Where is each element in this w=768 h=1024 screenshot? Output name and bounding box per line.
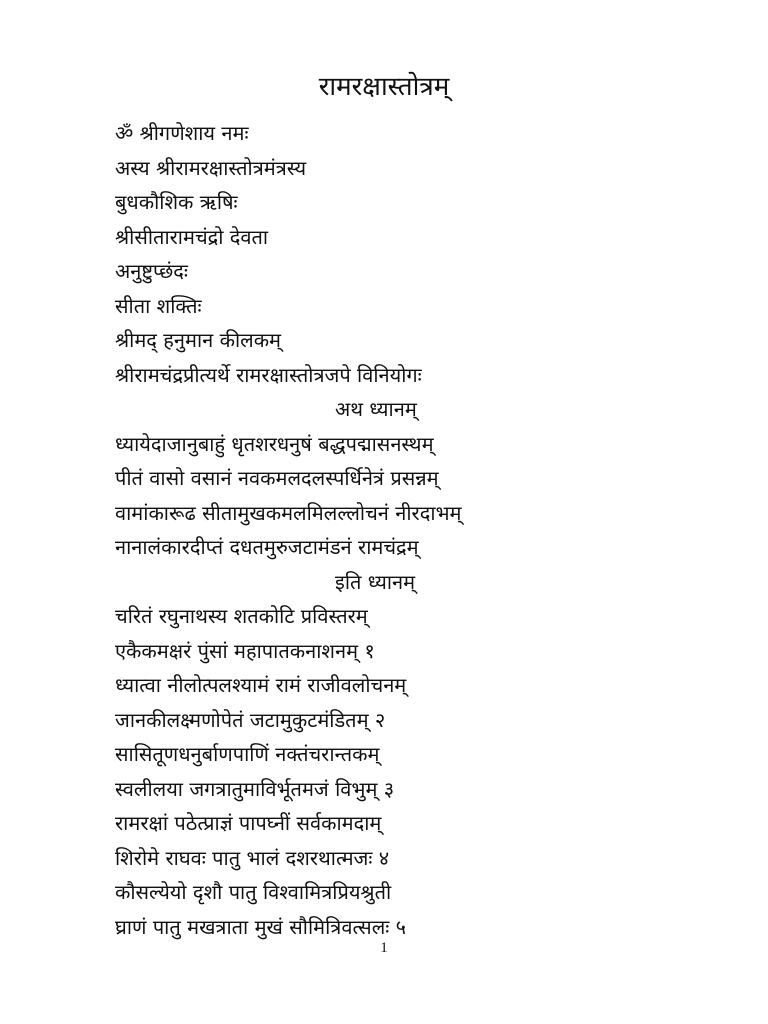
verse-line: ध्यायेदाजानुबाहुं धृतशरधनुषं बद्धपद्मासनस्थम्	[115, 431, 434, 456]
verse-line: घ्राणं पातु मखत्राता मुखं सौमित्रिवत्सलः ५	[115, 914, 407, 939]
verse-line: कौसल्येयो दृशौ पातु विश्वामित्रप्रियश्रुती	[115, 880, 392, 904]
verse-line: पीतं वासो वसानं नवकमलदलस्पर्धिनेत्रं प्रसन्नम्	[115, 466, 439, 490]
verse-line: वामांकारूढ सीतामुखकमलमिलल्लोचनं नीरदाभम्	[115, 500, 462, 525]
verse-line: सीता शक्तिः	[115, 293, 202, 318]
verse-line: सासितूणधनुर्बाणपाणिं नक्तंचरान्तकम्	[115, 742, 380, 766]
verse-line: ॐ श्रीगणेशाय नमः	[115, 121, 249, 145]
document-title: रामरक्षास्तोत्रम्	[318, 72, 450, 102]
verse-line: एकैकमक्षरं पुंसां महापातकनाशनम् १	[115, 638, 375, 663]
verse-line: शिरोमे राघवः पातु भालं दशरथात्मजः ४	[115, 845, 390, 870]
verse-line: रामरक्षां पठेत्प्राज्ञं पापघ्नीं सर्वकामदाम्	[115, 811, 382, 835]
verse-list	[115, 116, 715, 944]
verse-line: बुधकौशिक ऋषिः	[115, 190, 238, 214]
verse-line: ध्यात्वा नीलोत्पलश्यामं रामं राजीवलोचनम्	[115, 673, 407, 697]
verse-line: अस्य श्रीरामरक्षास्तोत्रमंत्रस्य	[115, 155, 307, 180]
verse-line: अनुष्टुप्छंदः	[115, 259, 188, 283]
verse-line: स्वलीलया जगत्रातुमाविर्भूतमजं विभुम् ३	[115, 776, 395, 801]
section-heading: इति ध्यानम्	[335, 569, 416, 594]
verse-line: श्रीमद् हनुमान कीलकम्	[115, 328, 282, 352]
verse-line: नानालंकारदीप्तं दधतमुरुजटामंडनं रामचंद्रम्	[115, 535, 419, 559]
page-number: 1	[380, 940, 388, 956]
section-heading: अथ ध्यानम्	[335, 397, 417, 421]
verse-line: जानकीलक्ष्मणोपेतं जटामुकुटमंडितम् २	[115, 707, 386, 732]
verse-line: श्रीसीतारामचंद्रो देवता	[115, 224, 269, 249]
verse-line: श्रीरामचंद्रप्रीत्यर्थे रामरक्षास्तोत्रजपे विनियोगः	[115, 362, 422, 387]
verse-line: चरितं रघुनाथस्य शतकोटि प्रविस्तरम्	[115, 604, 368, 628]
